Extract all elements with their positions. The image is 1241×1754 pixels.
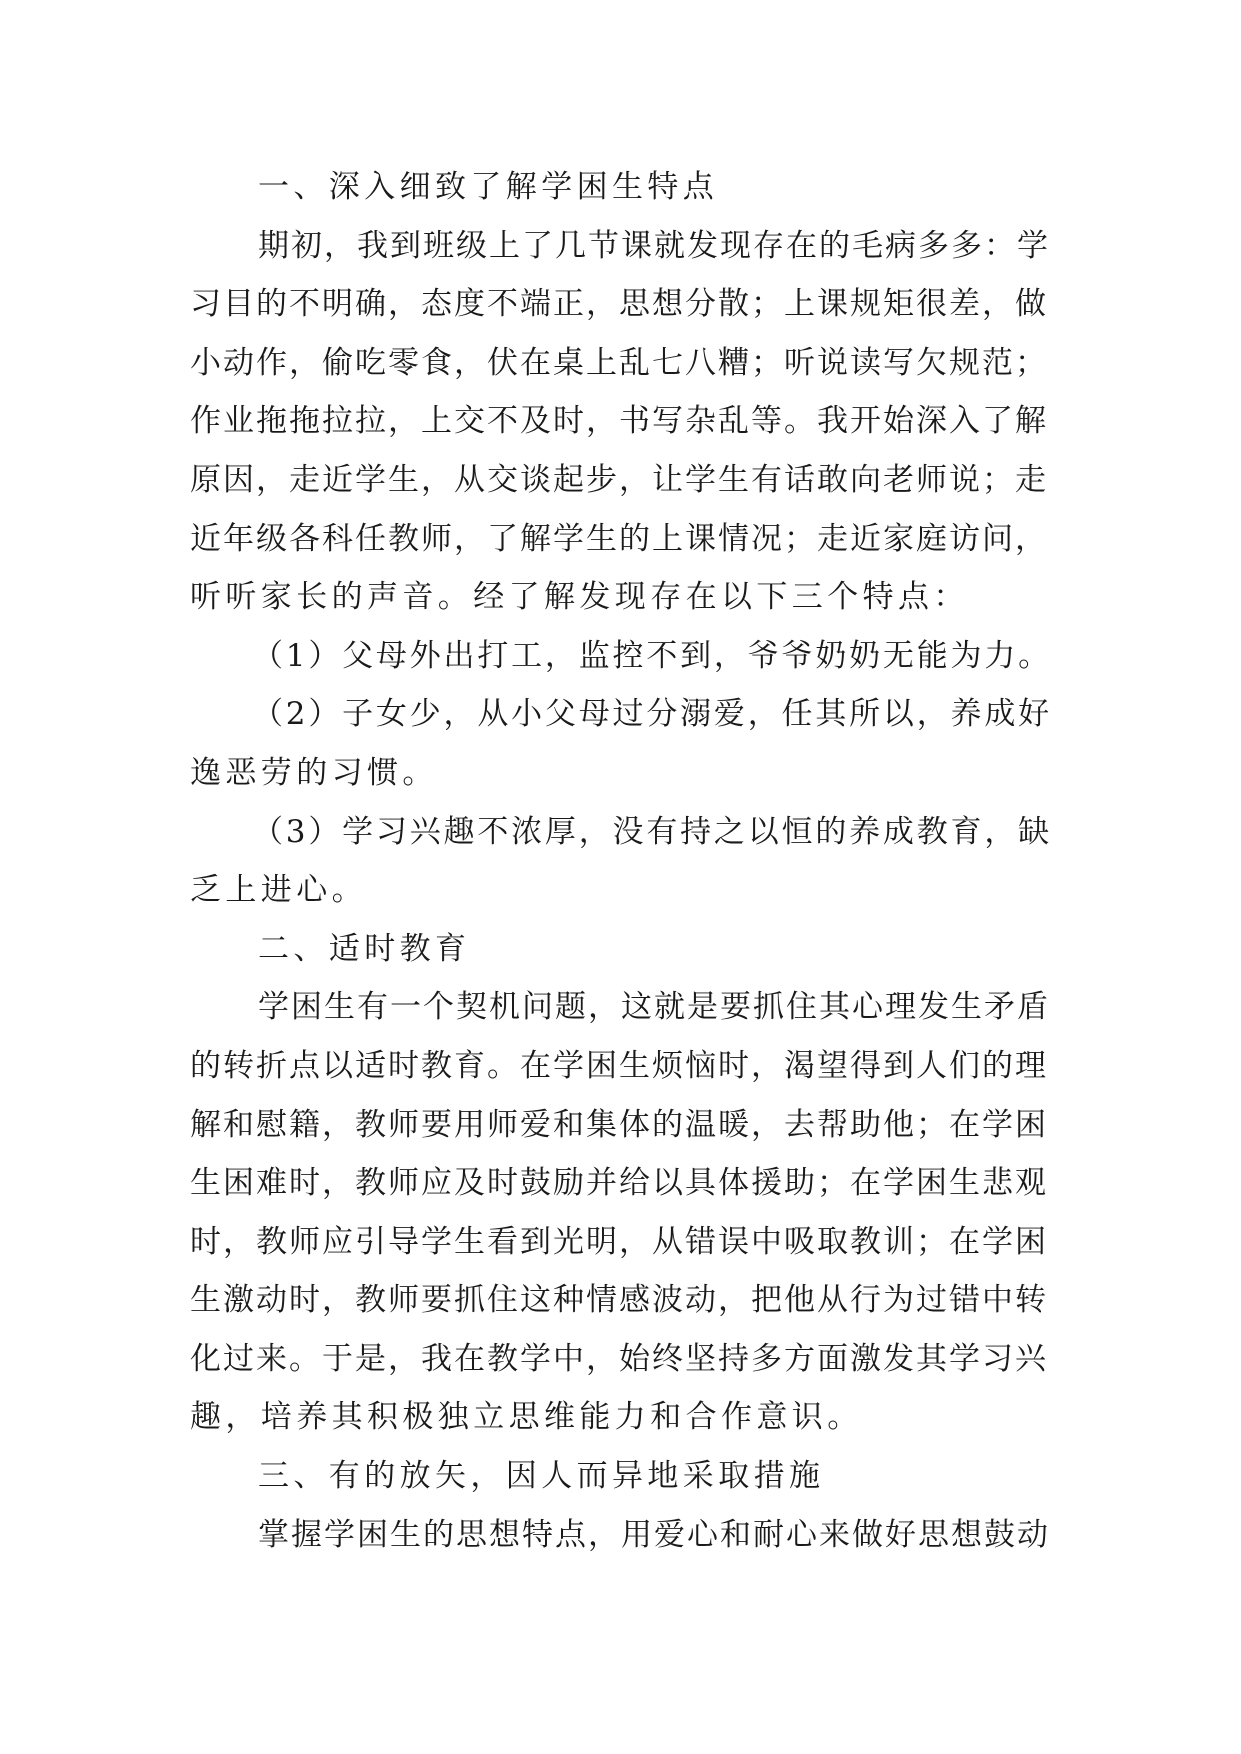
section-heading: 一、深入细致了解学困生特点 (258, 169, 719, 205)
paragraph-line: 化过来。于是，我在教学中，始终坚持多方面激发其学习兴 (190, 1340, 1048, 1377)
paragraph-line: 听听家长的声音。经了解发现存在以下三个特点： (190, 579, 969, 616)
paragraph-line: 小动作，偷吃零食，伏在桌上乱七八糟；听说读写欠规范； (190, 344, 1048, 381)
list-item-line: 逸恶劳的习惯。 (190, 754, 438, 791)
paragraph-line: 期初，我到班级上了几节课就发现存在的毛病多多：学 (258, 227, 1050, 264)
paragraph-line: 时，教师应引导学生看到光明，从错误中吸取教训；在学困 (190, 1223, 1048, 1260)
list-item-line: （1）父母外出打工，监控不到，爷爷奶奶无能为力。 (252, 637, 1052, 674)
paragraph-line: 生困难时，教师应及时鼓励并给以具体援助；在学困生悲观 (190, 1165, 1048, 1202)
paragraph-line: 学困生有一个契机问题，这就是要抓住其心理发生矛盾 (258, 989, 1050, 1026)
list-item-line: 乏上进心。 (190, 872, 367, 909)
paragraph-line: 习目的不明确，态度不端正，思想分散；上课规矩很差，做 (190, 286, 1048, 323)
list-item-line: （2）子女少，从小父母过分溺爱，任其所以，养成好 (252, 696, 1052, 733)
paragraph-line: 解和慰籍，教师要用师爱和集体的温暖，去帮助他；在学困 (190, 1106, 1048, 1143)
paragraph-line: 生激动时，教师要抓住这种情感波动，把他从行为过错中转 (190, 1282, 1048, 1319)
paragraph-line: 原因，走近学生，从交谈起步，让学生有话敢向老师说；走 (190, 461, 1048, 498)
document-body (190, 158, 1050, 1564)
paragraph-line: 掌握学困生的思想特点，用爱心和耐心来做好思想鼓动 (258, 1516, 1050, 1553)
paragraph-line: 近年级各科任教师，了解学生的上课情况；走近家庭访问， (190, 520, 1048, 557)
list-item-line: （3）学习兴趣不浓厚，没有持之以恒的养成教育，缺 (252, 813, 1052, 850)
paragraph-line: 的转折点以适时教育。在学困生烦恼时，渴望得到人们的理 (190, 1047, 1048, 1084)
section-heading: 三、有的放矢，因人而异地采取措施 (258, 1458, 825, 1495)
paragraph-line: 作业拖拖拉拉，上交不及时，书写杂乱等。我开始深入了解 (190, 403, 1048, 440)
section-heading: 二、适时教育 (258, 930, 471, 967)
paragraph-line: 趣，培养其积极独立思维能力和合作意识。 (190, 1399, 863, 1436)
